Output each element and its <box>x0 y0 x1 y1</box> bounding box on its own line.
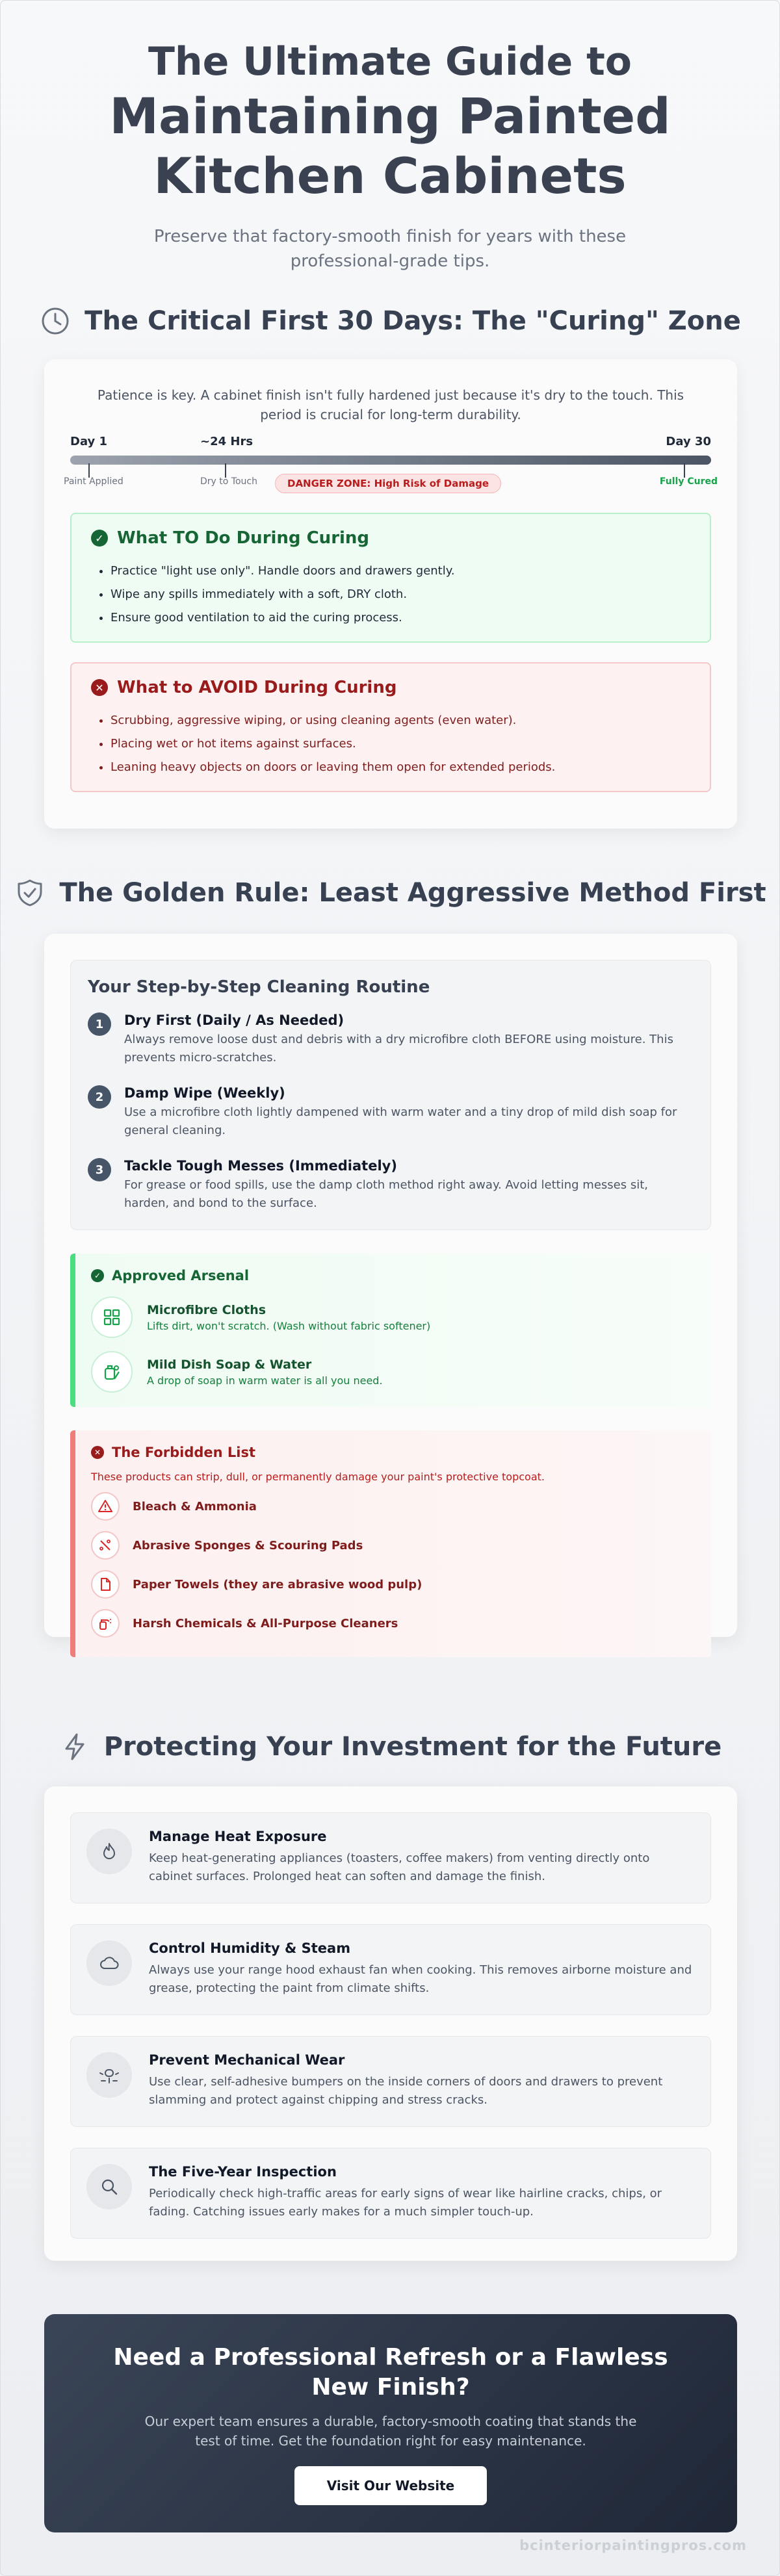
protect-item <box>70 2148 711 2239</box>
footer-url[interactable]: bcinteriorpaintingpros.com <box>519 2538 747 2553</box>
routine-step <box>88 1012 694 1067</box>
danger-zone-badge: DANGER ZONE: High Risk of Damage <box>275 474 501 493</box>
timeline-24hrs: ~24 Hrs <box>200 435 254 448</box>
timeline-fully-cured: Fully Cured <box>659 476 718 487</box>
timeline-sublabels <box>64 467 718 493</box>
cta-desc: Our expert team ensures a durable, factory-smooth coating that stands the test of time. Get the foundation right for easy maintenance. <box>144 2414 637 2449</box>
golden-heading: The Golden Rule: Least Aggressive Method First <box>59 878 766 908</box>
cta-title: Need a Professional Refresh or a Flawless New Finish? <box>113 2344 668 2401</box>
do-title: What TO Do During Curing <box>117 528 370 548</box>
curing-section-header <box>1 306 780 336</box>
curing-intro: Patience is key. A cabinet finish isn't fully hardened just because it's dry to the touch. This period is crucial for long-term durability. <box>97 387 684 422</box>
protect-item <box>70 1924 711 2015</box>
protect-item-title: Manage Heat Exposure <box>149 1829 327 1844</box>
forbidden-title: The Forbidden List <box>112 1445 256 1460</box>
golden-card <box>44 934 737 1637</box>
step-number: 1 <box>88 1012 111 1036</box>
magnifier-icon <box>86 2164 132 2209</box>
forbidden-item <box>91 1604 692 1643</box>
grid-cloth-icon <box>91 1296 133 1338</box>
forbidden-item <box>91 1565 692 1604</box>
step-desc: Always remove loose dust and debris with a dry microfibre cloth BEFORE using moisture. This prevents micro-scratches. <box>124 1033 673 1064</box>
protect-item-title: The Five-Year Inspection <box>149 2164 337 2180</box>
protect-item-desc: Periodically check high-traffic areas for early signs of wear like hairline cracks, chips, or fading. Catching issues early makes for a much simpler touch-up. <box>149 2187 662 2219</box>
sponge-icon <box>91 1531 120 1560</box>
list-item: • Ensure good ventilation to aid the curing process. <box>110 606 690 630</box>
arsenal-item-name: Mild Dish Soap & Water <box>147 1357 312 1372</box>
arsenal-item <box>91 1296 692 1338</box>
forbidden-item-name: Harsh Chemicals & All-Purpose Cleaners <box>133 1616 398 1630</box>
list-item: • Wipe any spills immediately with a soft, DRY cloth. <box>110 583 690 606</box>
step-title: Dry First (Daily / As Needed) <box>124 1012 344 1028</box>
golden-section-header <box>1 878 780 908</box>
warning-icon <box>91 1492 120 1521</box>
protect-item <box>70 1812 711 1903</box>
spray-bottle-icon <box>91 1609 120 1638</box>
arsenal-item-name: Microfibre Cloths <box>147 1302 266 1317</box>
forbidden-list <box>70 1430 711 1657</box>
forbidden-item-name: Bleach & Ammonia <box>133 1499 257 1513</box>
protect-card <box>44 1786 737 2261</box>
timeline-dry-touch: Dry to Touch <box>200 476 257 487</box>
protect-section-header <box>1 1732 780 1762</box>
forbidden-item-name: Paper Towels (they are abrasive wood pulp) <box>133 1577 422 1591</box>
soap-icon <box>91 1351 133 1393</box>
check-icon: ✓ <box>91 530 108 547</box>
forbidden-item <box>91 1487 692 1526</box>
routine-step <box>88 1085 694 1140</box>
protect-item-title: Control Humidity & Steam <box>149 1940 351 1956</box>
forbidden-item <box>91 1526 692 1565</box>
visit-website-button[interactable]: Visit Our Website <box>294 2466 487 2505</box>
x-circle-icon: ✕ <box>91 1446 104 1459</box>
timeline-day30: Day 30 <box>666 435 711 448</box>
arsenal-item <box>91 1351 692 1393</box>
page-subtitle: Preserve that factory-smooth finish for years with these professional-grade tips. <box>153 227 627 271</box>
timeline-bar <box>70 456 711 465</box>
forbidden-subtitle: These products can strip, dull, or permanently damage your paint's protective topcoat. <box>91 1471 545 1483</box>
arsenal-item-desc: A drop of soap in warm water is all you need. <box>147 1374 383 1387</box>
page-title-line3: Kitchen Cabinets <box>153 147 627 205</box>
step-number: 3 <box>88 1158 111 1181</box>
page-title-line1: The Ultimate Guide to <box>148 39 632 84</box>
list-item: • Leaning heavy objects on doors or leaving them open for extended periods. <box>110 756 690 779</box>
list-item: • Placing wet or hot items against surfaces. <box>110 732 690 756</box>
timeline-day1: Day 1 <box>70 435 108 448</box>
protect-item-title: Prevent Mechanical Wear <box>149 2052 345 2068</box>
avoid-during-curing-box <box>70 662 711 792</box>
arsenal-title: Approved Arsenal <box>112 1268 250 1283</box>
bumper-icon <box>86 2052 132 2098</box>
arsenal-item-desc: Lifts dirt, won't scratch. (Wash without fabric softener) <box>147 1319 431 1332</box>
step-number: 2 <box>88 1085 111 1109</box>
protect-item-desc: Keep heat-generating appliances (toasters, coffee makers) from venting directly onto cabinet surfaces. Prolonged heat can soften and damage the finish. <box>149 1851 650 1883</box>
routine-step <box>88 1158 694 1213</box>
step-title: Tackle Tough Messes (Immediately) <box>124 1158 397 1174</box>
timeline-labels <box>70 435 711 452</box>
shield-check-icon <box>15 878 45 908</box>
hero <box>1 1 779 274</box>
do-during-curing-box <box>70 513 711 643</box>
step-desc: Use a microfibre cloth lightly dampened with warm water and a tiny drop of mild dish soap for general cleaning. <box>124 1105 677 1137</box>
avoid-title: What to AVOID During Curing <box>117 678 397 697</box>
check-icon: ✓ <box>91 1269 104 1282</box>
curing-card <box>44 359 737 829</box>
curing-heading: The Critical First 30 Days: The "Curing" Zone <box>84 306 741 336</box>
clock-icon <box>40 306 70 336</box>
routine-title: Your Step-by-Step Cleaning Routine <box>88 977 430 997</box>
protect-item-desc: Use clear, self-adhesive bumpers on the inside corners of doors and drawers to prevent slamming and protect against chipping and stress cracks. <box>149 2075 663 2107</box>
forbidden-item-name: Abrasive Sponges & Scouring Pads <box>133 1538 363 1552</box>
step-desc: For grease or food spills, use the damp cloth method right away. Avoid letting messes sit, harden, and bond to the surface. <box>124 1178 648 1210</box>
list-item: • Practice "light use only". Handle doors and drawers gently. <box>110 560 690 583</box>
approved-arsenal <box>70 1254 711 1407</box>
flame-icon <box>86 1829 132 1874</box>
paper-icon <box>91 1570 120 1599</box>
protect-item <box>70 2036 711 2127</box>
cloud-icon <box>86 1940 132 1986</box>
timeline-paint-applied: Paint Applied <box>64 476 124 487</box>
list-item: • Scrubbing, aggressive wiping, or using cleaning agents (even water). <box>110 709 690 732</box>
cta-banner <box>44 2314 737 2532</box>
page-title-line2: Maintaining Painted <box>109 87 671 145</box>
protect-heading: Protecting Your Investment for the Future <box>103 1732 722 1762</box>
step-title: Damp Wipe (Weekly) <box>124 1085 285 1101</box>
lightning-icon <box>60 1732 90 1762</box>
protect-item-desc: Always use your range hood exhaust fan when cooking. This removes airborne moisture and grease, protecting the paint from climate shifts. <box>149 1963 692 1995</box>
cleaning-routine <box>70 960 711 1230</box>
x-circle-icon: ✕ <box>91 679 108 696</box>
